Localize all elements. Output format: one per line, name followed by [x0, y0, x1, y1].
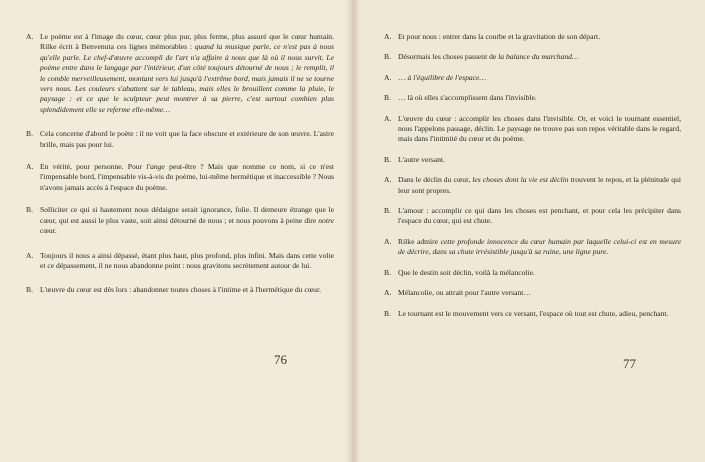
speaker-label: A. — [26, 162, 34, 172]
speaker-label: A. — [384, 236, 392, 246]
dialogue-entry — [384, 288, 681, 298]
text-segment: L'œuvre du cœur est dès lors : abandonner toutes choses à l'intime et à l'hermétique du cœur. — [40, 285, 321, 295]
dialogue-entry — [384, 114, 681, 145]
dialogue-text — [398, 155, 681, 165]
dialogue-entry — [384, 268, 681, 278]
speaker-label: B. — [384, 308, 391, 318]
speaker-label: A. — [384, 113, 392, 123]
text-segment: Désormais les choses passent de — [398, 52, 499, 62]
italic-quote: notre — [318, 215, 334, 225]
dialogue-entry — [26, 32, 334, 115]
dialogue-entry — [384, 175, 681, 196]
dialogue-entry — [26, 205, 334, 236]
speaker-label: A. — [26, 32, 34, 41]
text-segment: cœur. — [40, 226, 57, 236]
right-page-number: 77 — [623, 356, 636, 371]
dialogue-text — [40, 129, 334, 150]
speaker-label: B. — [384, 206, 391, 216]
dialogue-entry — [26, 162, 334, 193]
italic-quote: l'ange — [146, 162, 165, 172]
dialogue-text — [40, 205, 334, 236]
text-segment: trouvent le repos, et la plénitude qui leur sont propres. — [398, 175, 681, 195]
text-segment: Solliciter ce qui si hautement nous dédaigne serait ignorance, folie. Il demeure étrange que le cœur, qui est aussi le plus vaste, soit ainsi détourné de nous ; et nous pouvons à peine dire — [40, 205, 334, 225]
text-segment: Cela concerne d'abord le poète : il ne voit que la face obscure et extérieure de son œuvre. L'astre brille, mais pas pour lui. — [40, 129, 334, 149]
dialogue-text — [398, 52, 681, 62]
left-page-dialogue — [26, 32, 334, 296]
speaker-label: B. — [26, 129, 33, 139]
italic-quote: cette profonde innocence du cœur humain par laquelle celui-ci est en mesure de décrire, dans sa chute irrésistible jusqu'à sa ruine, une ligne pure. — [398, 236, 681, 257]
dialogue-entry — [384, 155, 681, 165]
text-segment: L'autre versant. — [398, 154, 445, 164]
text-segment: … là où elles s'accomplissent dans l'invisible. — [398, 93, 537, 103]
dialogue-text — [398, 206, 681, 227]
text-segment: … — [398, 72, 408, 82]
text-segment: Le tournant est le mouvement vers ce versant, l'espace où tout est chute, adieu, penchant. — [398, 308, 669, 318]
dialogue-entry — [384, 93, 681, 103]
speaker-label: A. — [384, 288, 392, 298]
italic-quote: quand la musique parle, ce n'est pas à nous qu'elle parle. Le chef-d'œuvre accompli de l'art n'a affaire à nous que là où il nous survit. Le poème entre dans le langage par l'intérieur, d'un côté toujours détourné de nous ; le remplit, il le comble merveilleusement, montant vers lui jusqu'à l'extrême bord, mais jamais il ne se tourne vers nous. Les couleurs s'abattent sur le tableau, mais elles le brouillent comme la pluie, le paysage : et ce que le sculpteur peut montrer à sa pierre, c'est surtout combien plus splendidement elle se referme elle-même… — [40, 42, 335, 114]
book-gutter — [346, 0, 360, 462]
speaker-label: B. — [384, 154, 391, 164]
dialogue-entry — [384, 309, 681, 319]
dialogue-entry — [384, 206, 681, 227]
text-segment: peut-être ? Mais que nomme ce nom, si ce n'est l'impensable bord, l'impensable vis-à-vis du poème, lui-même hermétique et inaccessible ? Nous n'avons jamais accès à l'espace du poème. — [40, 162, 334, 192]
dialogue-text — [398, 268, 681, 278]
dialogue-entry — [26, 251, 334, 272]
dialogue-text — [398, 93, 681, 103]
text-segment: Dans le déclin du cœur, — [398, 175, 473, 185]
right-page-dialogue — [384, 32, 681, 319]
dialogue-entry — [384, 73, 681, 83]
dialogue-text — [398, 114, 681, 145]
speaker-label: A. — [384, 175, 392, 185]
speaker-label: B. — [384, 267, 391, 277]
dialogue-text — [398, 237, 681, 258]
dialogue-text — [398, 175, 681, 196]
text-segment: En vérité, pour personne. Pour — [40, 162, 147, 172]
dialogue-entry — [26, 285, 334, 295]
speaker-label: A. — [384, 72, 392, 82]
italic-quote: les choses dont la vie est déclin — [472, 175, 569, 185]
dialogue-text — [40, 162, 334, 193]
text-segment: Et pour nous : entrer dans la courbe et la gravitation de son départ. — [398, 32, 601, 41]
dialogue-entry — [384, 237, 681, 258]
text-segment: Toujours il nous a ainsi dépassé, étant plus haut, plus profond, plus infini. Mais dans cette volte et ce dépassement, il ne nous abandonne point : nous gravitons secrètement autour de lui. — [40, 250, 334, 270]
dialogue-entry — [26, 129, 334, 150]
speaker-label: A. — [384, 32, 392, 41]
dialogue-text — [398, 32, 681, 42]
dialogue-text — [40, 32, 334, 115]
dialogue-text — [40, 251, 334, 272]
dialogue-entry — [384, 32, 681, 42]
dialogue-entry — [384, 52, 681, 62]
text-segment: L'œuvre du cœur : accomplir les choses dans l'invisible. Or, et voici le tournant essentiel, nous l'appelons passage, déclin. Le paysage ne trouve pas son repos véritable dans le regard, mais dans l'intimité du cœur et du poème. — [398, 113, 681, 144]
speaker-label: B. — [26, 205, 33, 215]
italic-quote: la balance du marchand… — [498, 52, 579, 62]
left-page-number: 76 — [274, 352, 287, 367]
text-segment: Le poème est à l'image du cœur, cœur plus pur, plus ferme, plus assuré que le cœur humain. Rilke écrit à Benvenuta ces lignes mémorables : — [40, 32, 334, 52]
dialogue-text — [398, 309, 681, 319]
dialogue-text — [398, 73, 681, 83]
dialogue-text — [398, 288, 681, 298]
text-segment: Rilke admire — [398, 236, 441, 246]
right-page — [352, 0, 705, 462]
italic-quote: à l'équilibre de l'espace… — [407, 72, 487, 82]
text-segment: Que le destin soit déclin, voilà la mélancolie. — [398, 267, 535, 277]
text-segment: L'amour : accomplir ce qui dans les choses est penchant, et pour cela les précipiter dans l'espace du cœur, qui est chute. — [398, 206, 681, 226]
speaker-label: B. — [384, 52, 391, 62]
speaker-label: B. — [26, 285, 33, 295]
left-page — [0, 0, 352, 462]
dialogue-text — [40, 285, 334, 295]
text-segment: Mélancolie, ou attrait pour l'autre versant… — [398, 288, 531, 298]
speaker-label: B. — [384, 93, 391, 103]
speaker-label: A. — [26, 250, 34, 260]
